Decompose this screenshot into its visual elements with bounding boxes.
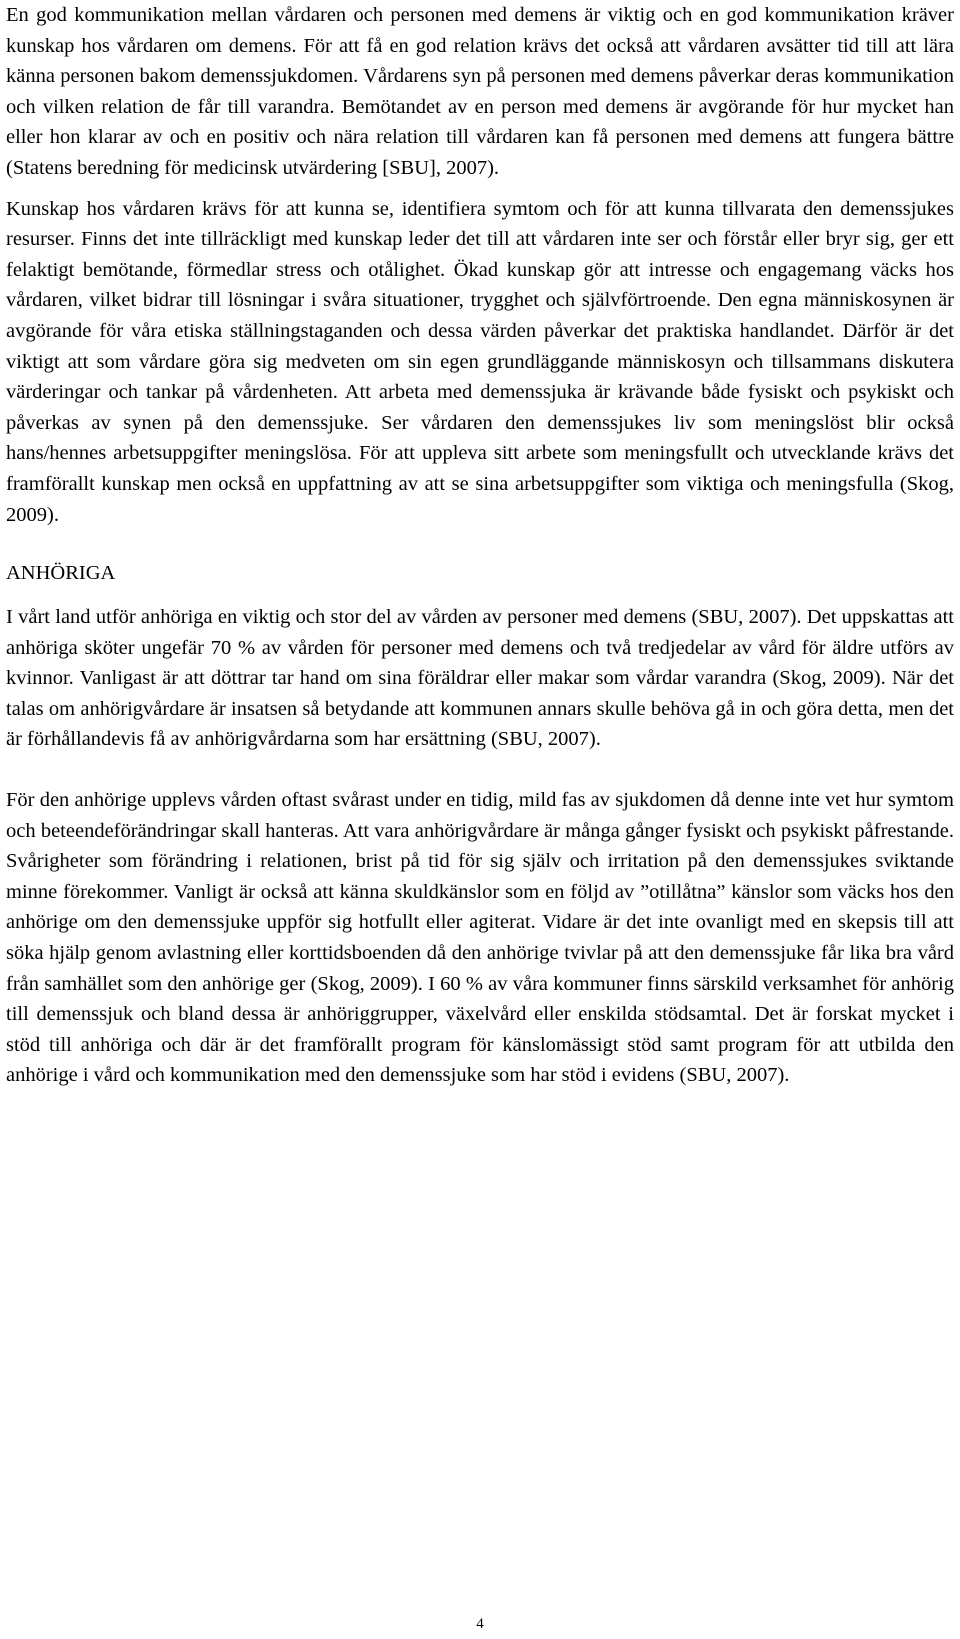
body-paragraph: Kunskap hos vårdaren krävs för att kunna se, identifiera symtom och för att kunna tillvarata den demenssjukes resurser. Finns det inte tillräckligt med kunskap leder det till att vårdaren inte ser och förstår eller bryr sig, ger ett felaktigt bemötande, förmedlar stress och otålighet. Ökad kunskap gör att intresse och engagemang väcks hos vårdaren, vilket bidrar till lösningar i svåra situationer, trygghet och självförtroende. Den egna människosynen är avgörande för våra etiska ställningstaganden och dessa värden påverkar det praktiska handlandet. Därför är det viktigt att som vårdare göra sig medveten om sin egen grundläggande människosyn och tillsammans diskutera värderingar och tankar på vårdenheten. Att arbeta med demenssjuka är krävande både fysiskt och psykiskt och påverkas av synen på den demenssjuke. Ser vårdaren den demenssjukes liv som meningslöst blir också hans/hennes arbetsuppgifter meningslösa. För att uppleva sitt arbete som meningsfullt och utvecklande krävs det framförallt kunskap men också en uppfattning av att se sina arbetsuppgifter som viktiga och meningsfulla (Skog, 2009). (6, 197, 954, 526)
document-page (6, 0, 954, 1091)
body-paragraph: En god kommunikation mellan vårdaren och personen med demens är viktig och en god kommunikation kräver kunskap hos vårdaren om demens. För att få en god relation krävs det också att vårdaren avsätter tid till att lära känna personen bakom demenssjukdomen. Vårdarens syn på personen med demens påverkar deras kommunikation och vilken relation de får till varandra. Bemötandet av en person med demens är avgörande för hur mycket han eller hon klarar av och en positiv och nära relation till vårdaren kan få personen med demens att fungera bättre (Statens beredning för medicinsk utvärdering [SBU], 2007). (6, 4, 954, 179)
body-paragraph: I vårt land utför anhöriga en viktig och stor del av vården av personer med demens (SBU, 2007). Det uppskattas att anhöriga sköter ungefär 70 % av vården för personer med demens och två tredjedelar av vård för äldre utförs av kvinnor. Vanligast är att döttrar tar hand om sina föräldrar eller makar som vårdar varandra (Skog, 2009). När det talas om anhörigvårdare är insatsen så betydande att kommunen annars skulle behöva gå in och göra detta, men det är förhållandevis få av anhörigvårdarna som har ersättning (SBU, 2007). (6, 606, 954, 751)
section-heading: ANHÖRIGA (6, 562, 116, 585)
body-paragraph: För den anhörige upplevs vården oftast svårast under en tidig, mild fas av sjukdomen då denne inte vet hur symtom och beteendeförändringar skall hanteras. Att vara anhörigvårdare är många gånger fysiskt och psykiskt påfrestande. Svårigheter som förändring i relationen, brist på tid för sig själv och irritation på den demenssjukes sviktande minne förekommer. Vanligt är också att känna skuldkänslor som en följd av ”otillåtna” känslor som väcks hos den anhörige om den demenssjuke uppför sig hotfullt eller agiterat. Vidare är det inte ovanligt med en skepsis till att söka hjälp genom avlastning eller korttidsboenden då den anhörige tvivlar på att den demenssjuke får lika bra vård från samhället som den anhörige ger (Skog, 2009). I 60 % av våra kommuner finns särskild verksamhet för anhörig till demenssjuk och bland dessa är anhöriggrupper, växelvård eller enskilda stödsamtal. Det är forskat mycket i stöd till anhöriga och där är det framförallt program för känslomässigt stöd samt program för att utbilda den anhörige i vård och kommunikation med den demenssjuke som har stöd i evidens (SBU, 2007). (6, 789, 954, 1087)
page-number: 4 (476, 1616, 484, 1632)
